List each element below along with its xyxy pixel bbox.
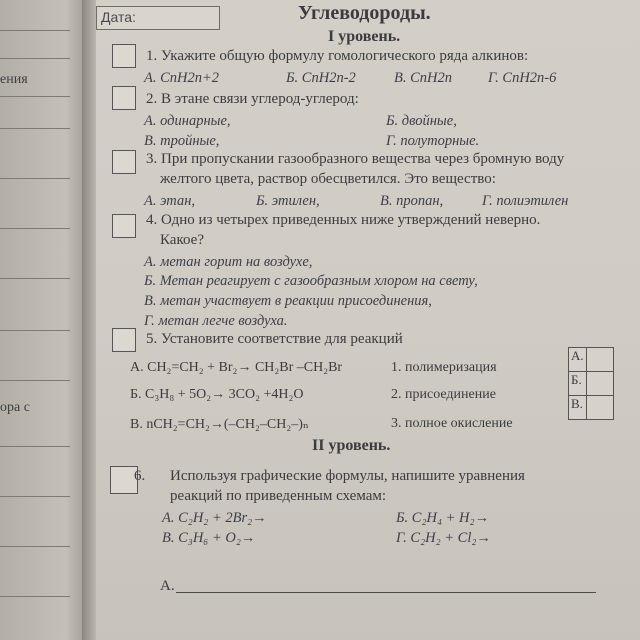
option-4d: Г. метан легче воздуха. [144, 313, 288, 329]
question-1: 1. Укажите общую формулу гомологического ряда алкинов: [146, 48, 529, 64]
date-field[interactable] [96, 6, 220, 30]
ruled-line [0, 278, 70, 279]
answer-box-q1[interactable] [112, 44, 136, 68]
level2-heading: II уровень. [312, 437, 391, 454]
option-3c: В. пропан, [380, 193, 444, 209]
grid-answer-c[interactable] [587, 396, 614, 420]
left-page-fragment: ора с [0, 400, 30, 415]
ruled-line [0, 228, 70, 229]
reaction-type-1: 1. полимеризация [391, 360, 497, 375]
reaction-b: Б. C₃H₈ + 5O₂→ 3CO₂ +4H₂O [130, 387, 304, 402]
option-2b: Б. двойные, [386, 113, 457, 129]
ruled-line [0, 30, 70, 31]
page-title: Углеводороды. [298, 2, 431, 24]
question-3-line1: 3. При пропускании газообразного вещества через бромную воду [146, 151, 565, 167]
left-page-fragment: ения [0, 72, 28, 87]
question-6-line2: реакций по приведенным схемам: [170, 488, 387, 504]
option-4c: В. метан участвует в реакции присоединения, [144, 293, 432, 309]
option-3d: Г. полиэтилен [482, 193, 569, 209]
worksheet-page [96, 0, 640, 640]
option-1a: А. CnH2n+2 [144, 70, 220, 86]
answer-label: А. [160, 578, 175, 594]
option-4a: А. метан горит на воздухе, [144, 254, 313, 270]
date-label: Дата: [101, 9, 136, 25]
ruled-line [0, 330, 70, 331]
question-3-line2: желтого цвета, раствор обесцветился. Это вещество: [160, 171, 496, 187]
ruled-line [0, 178, 70, 179]
option-2d: Г. полуторные. [386, 133, 480, 149]
option-2a: А. одинарные, [144, 113, 231, 129]
option-1b: Б. CnH2n-2 [286, 70, 356, 86]
option-3a: А. этан, [144, 193, 196, 209]
answer-box-q2[interactable] [112, 86, 136, 110]
scheme-c: В. C₃H₆ + O₂→ [162, 530, 256, 546]
grid-answer-b[interactable] [587, 372, 614, 396]
scheme-b: Б. C₂H₄ + H₂→ [396, 510, 490, 526]
scheme-d: Г. C₂H₂ + Cl₂→ [396, 530, 491, 546]
ruled-line [0, 446, 70, 447]
left-page [0, 0, 82, 640]
reaction-type-3: 3. полное окисление [391, 416, 513, 431]
book-gutter [82, 0, 96, 640]
question-4-line1: 4. Одно из четырех приведенных ниже утверждений неверно. [146, 212, 541, 228]
option-1c: В. CnH2n [394, 70, 452, 86]
option-1d: Г. CnH2n-6 [488, 70, 557, 86]
scheme-a: А. C₂H₂ + 2Br₂→ [162, 510, 267, 526]
reaction-type-2: 2. присоединение [391, 387, 496, 402]
ruled-line [0, 546, 70, 547]
answer-grid [568, 347, 614, 420]
grid-label-a: А. [569, 348, 587, 372]
question-5: 5. Установите соответствие для реакций [146, 331, 403, 347]
answer-box-q4[interactable] [112, 214, 136, 238]
reaction-c: В. nCH₂=CH₂→(–CH₂–CH₂–)ₙ [130, 417, 309, 432]
ruled-line [0, 128, 70, 129]
option-3b: Б. этилен, [256, 193, 320, 209]
answer-box-q3[interactable] [112, 150, 136, 174]
question-2: 2. В этане связи углерод-углерод: [146, 91, 359, 107]
ruled-line [0, 496, 70, 497]
answer-box-q5[interactable] [112, 328, 136, 352]
option-2c: В. тройные, [144, 133, 220, 149]
answer-line[interactable] [176, 592, 596, 593]
question-6-line1: Используя графические формулы, напишите уравнения [170, 468, 525, 484]
reaction-a: А. CH₂=CH₂ + Br₂→ CH₂Br –CH₂Br [130, 360, 343, 375]
ruled-line [0, 380, 70, 381]
ruled-line [0, 58, 70, 59]
level-heading: I уровень. [328, 28, 401, 45]
ruled-line [0, 596, 70, 597]
ruled-line [0, 96, 70, 97]
grid-label-b: Б. [569, 372, 587, 396]
grid-answer-a[interactable] [587, 348, 614, 372]
grid-label-c: В. [569, 396, 587, 420]
option-4b: Б. Метан реагирует с газообразным хлором на свету, [144, 273, 478, 289]
question-6-number: 6. [134, 468, 146, 484]
question-4-line2: Какое? [160, 232, 204, 248]
